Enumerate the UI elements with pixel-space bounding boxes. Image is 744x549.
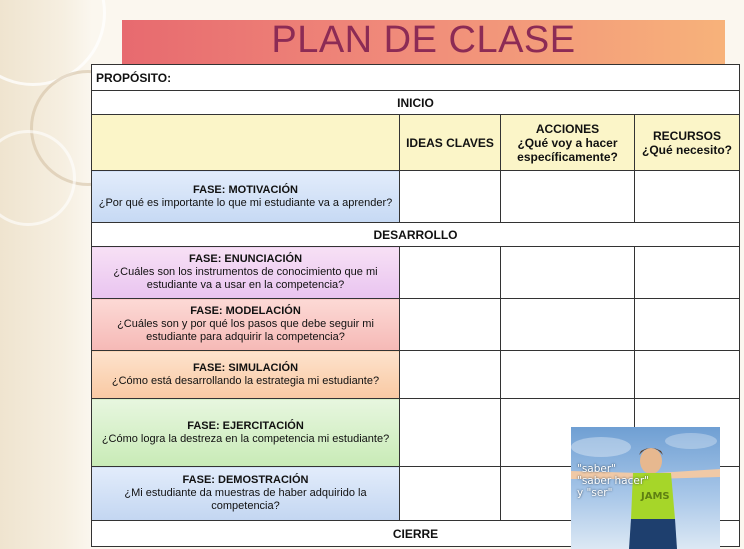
desarrollo-row	[92, 223, 740, 247]
column-recursos	[635, 115, 740, 171]
fase-question: ¿Por qué es importante lo que mi estudiante va a aprender?	[98, 196, 393, 209]
fase-name: FASE: DEMOSTRACIÓN	[182, 474, 309, 486]
acciones-question-line2: específicamente?	[517, 149, 618, 164]
column-acciones	[501, 115, 635, 171]
fase-question: ¿Cómo está desarrollando la estrategia mi estudiante?	[111, 374, 380, 387]
page-title: PLAN DE CLASE	[271, 19, 576, 61]
ideas-claves-cell[interactable]	[400, 351, 501, 399]
recursos-cell[interactable]	[635, 171, 740, 223]
header-blank-cell	[92, 115, 400, 171]
person-celebrating-photo	[571, 427, 720, 549]
recursos-title: RECURSOS	[652, 128, 721, 143]
fase-name: FASE: ENUNCIACIÓN	[188, 253, 303, 265]
fase-cell-enunciacion	[92, 247, 400, 299]
caption-line: "saber"	[577, 463, 617, 475]
column-ideas-claves: IDEAS CLAVES	[400, 115, 501, 171]
ideas-claves-cell[interactable]	[400, 467, 501, 521]
fase-question: ¿Cuáles son y por qué los pasos que debe seguir mi estudiante para adquirir la competencia?	[117, 318, 374, 343]
fase-name: FASE: MOTIVACIÓN	[193, 183, 298, 196]
fase-question: ¿Cómo logra la destreza en la competencia mi estudiante?	[101, 432, 390, 445]
fase-cell-simulacion	[92, 351, 400, 399]
photo-caption	[577, 463, 687, 499]
recursos-cell[interactable]	[635, 299, 740, 351]
section-desarrollo: DESARROLLO	[92, 223, 740, 247]
acciones-cell[interactable]	[501, 351, 635, 399]
recursos-question: ¿Qué necesito?	[641, 142, 733, 157]
acciones-cell[interactable]	[501, 247, 635, 299]
recursos-cell[interactable]	[635, 351, 740, 399]
inicio-row	[92, 91, 740, 115]
fase-row-modelacion	[92, 299, 740, 351]
section-cierre: CIERRE	[92, 521, 740, 547]
ideas-claves-cell[interactable]	[400, 299, 501, 351]
fase-row-motivacion	[92, 171, 740, 223]
ideas-claves-cell[interactable]	[400, 247, 501, 299]
fase-name: FASE: MODELACIÓN	[190, 305, 301, 317]
ideas-claves-cell[interactable]	[400, 399, 501, 467]
fase-row-simulacion	[92, 351, 740, 399]
svg-text:JAMS: JAMS	[641, 491, 670, 502]
acciones-cell[interactable]	[501, 299, 635, 351]
fase-cell-motivacion	[92, 171, 400, 223]
fase-cell-modelacion	[92, 299, 400, 351]
section-inicio: INICIO	[92, 91, 740, 115]
proposito-label: PROPÓSITO:	[92, 65, 740, 91]
fase-question: ¿Mi estudiante da muestras de haber adquirido la competencia?	[124, 487, 367, 512]
fase-name: FASE: SIMULACIÓN	[192, 361, 299, 374]
caption-line: y "ser"	[577, 487, 613, 499]
fase-question: ¿Cuáles son los instrumentos de conocimiento que mi estudiante va a usar en la competencia?	[113, 266, 378, 291]
fase-cell-ejercitacion	[92, 399, 400, 467]
ideas-claves-cell[interactable]	[400, 171, 501, 223]
proposito-row	[92, 65, 740, 91]
caption-line: "saber hacer"	[577, 475, 649, 487]
acciones-question-line1: ¿Qué voy a hacer	[517, 135, 618, 150]
recursos-cell[interactable]	[635, 247, 740, 299]
acciones-title: ACCIONES	[535, 121, 600, 136]
fase-name: FASE: EJERCITACIÓN	[187, 419, 304, 432]
column-header-row	[92, 115, 740, 171]
fase-row-enunciacion	[92, 247, 740, 299]
fase-cell-demostracion	[92, 467, 400, 521]
acciones-cell[interactable]	[501, 171, 635, 223]
